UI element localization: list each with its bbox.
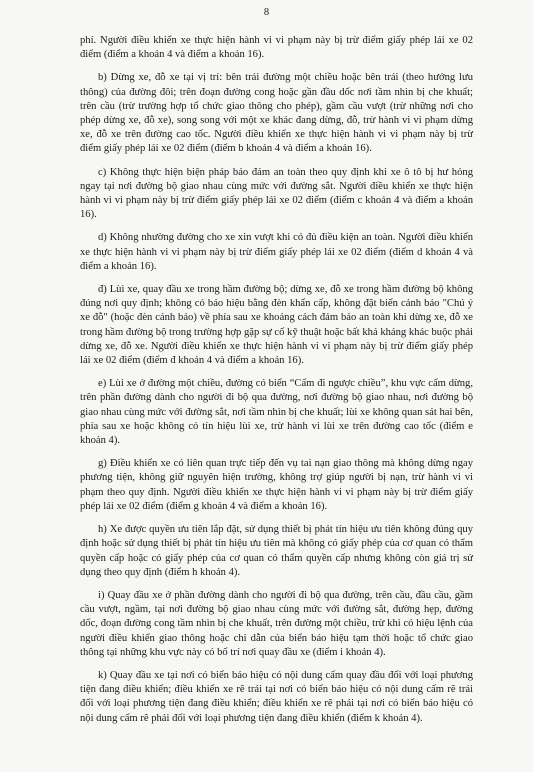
paragraph-d: d) Không nhường đường cho xe xin vượt khi có đủ điều kiện an toàn. Người điều khiển xe thực hiện hành vi vi phạm này bị trừ điểm giấy phép lái xe 02 điểm (điểm d khoản 4 và điểm a khoản 16).: [80, 232, 473, 272]
paragraph-b: b) Dừng xe, đỗ xe tại vị trí: bên trái đường một chiều hoặc bên trái (theo hướng lưu thông) của đường đôi; trên đoạn đường cong hoặc gần đầu dốc nơi tầm nhìn bị che khuất; trên cầu (trừ trường hợp tổ chức giao thông cho phép), gầm cầu vượt (trừ những nơi cho phép dừng xe, đỗ xe), song song với một xe khác đang dừng, đỗ, trừ hành vi vi phạm dừng xe, đỗ xe trên đường cao tốc. Người điều khiển xe thực hiện hành vi vi phạm này bị trừ điểm giấy phép lái xe 02 điểm (điểm b khoản 4 và điểm a khoản 16).: [80, 72, 473, 155]
paragraph-i: i) Quay đầu xe ở phần đường dành cho người đi bộ qua đường, trên cầu, đầu cầu, gầm cầu vượt, ngầm, tại nơi đường bộ giao nhau cùng mức với đường sắt, đường hẹp, đường dốc, đoạn đường cong tầm nhìn bị che khuất, trên đường một chiều, trừ khi có hiệu lệnh của người điều khiển giao thông hoặc chỉ dẫn của biển báo hiệu tạm thời hoặc tổ chức giao thông tại những khu vực này có bố trí nơi quay đầu xe (điểm i khoản 4).: [80, 589, 473, 658]
paragraph-k: k) Quay đầu xe tại nơi có biển báo hiệu có nội dung cấm quay đầu đối với loại phương tiện đang điều khiển; điều khiển xe rẽ trái tại nơi có biển báo hiệu có nội dung cấm rẽ trái đối với loại phương tiện đang điều khiển; điều khiển xe rẽ phải tại nơi có biển báo hiệu có nội dung cấm rẽ phải đối với loại phương tiện đang điều khiển (điểm k khoản 4).: [80, 669, 473, 724]
paragraph-e: e) Lùi xe ở đường một chiều, đường có biển “Cấm đi ngược chiều”, khu vực cấm dừng, trên phần đường dành cho người đi bộ qua đường, nơi đường bộ giao nhau, nơi đường bộ giao nhau cùng mức với đường sắt, nơi tầm nhìn bị che khuất; lùi xe không quan sát hai bên, phía sau xe hoặc không có tín hiệu lùi xe, trừ hành vi lùi xe trên đường cao tốc (điểm e khoản 4).: [80, 378, 473, 447]
paragraph-dd: đ) Lùi xe, quay đầu xe trong hầm đường bộ; dừng xe, đỗ xe trong hầm đường bộ không đúng nơi quy định; không có báo hiệu bằng đèn khẩn cấp, không đặt biển cảnh báo "Chú ý xe đỗ" (hoặc đèn cảnh báo) về phía sau xe khoảng cách đảm bảo an toàn khi dừng xe, đỗ xe trong hầm đường bộ trong trường hợp gặp sự cố kỹ thuật hoặc bất khả kháng khác buộc phải dừng xe, đỗ xe. Người điều khiển xe thực hiện hành vi vi phạm này bị trừ điểm giấy phép lái xe 02 điểm (điểm đ khoản 4 và điểm a khoản 16).: [80, 284, 473, 367]
page-number: 8: [263, 7, 270, 18]
paragraph-continuation: phí. Người điều khiển xe thực hiện hành vi vi phạm này bị trừ điểm giấy phép lái xe 02 điểm (điểm a khoản 4 và điểm a khoản 16).: [80, 35, 473, 61]
paragraph-g: g) Điều khiển xe có liên quan trực tiếp đến vụ tai nạn giao thông mà không dừng ngay phương tiện, không giữ nguyên hiện trường, không trợ giúp người bị nạn, trừ hành vi vi phạm theo quy định. Người điều khiển xe thực hiện hành vi vi phạm này bị trừ điểm giấy phép lái xe 02 điểm (điểm g khoản 4 và điểm a khoản 16).: [80, 458, 473, 512]
paragraph-c: c) Không thực hiện biện pháp bảo đảm an toàn theo quy định khi xe ô tô bị hư hỏng ngay tại nơi đường bộ giao nhau cùng mức với đường sắt. Người điều khiển xe thực hiện hành vi vi phạm này bị trừ điểm giấy phép lái xe 02 điểm (điểm c khoản 4 và điểm a khoản 16).: [80, 166, 473, 221]
paragraph-h: h) Xe được quyền ưu tiên lắp đặt, sử dụng thiết bị phát tín hiệu ưu tiên không đúng quy định hoặc sử dụng thiết bị phát tín hiệu ưu tiên mà không có giấy phép của cơ quan có thẩm quyền cấp hoặc có giấy phép của cơ quan có thẩm quyền cấp nhưng không còn giá trị sử dụng theo quy định (điểm h khoản 4).: [80, 524, 473, 578]
